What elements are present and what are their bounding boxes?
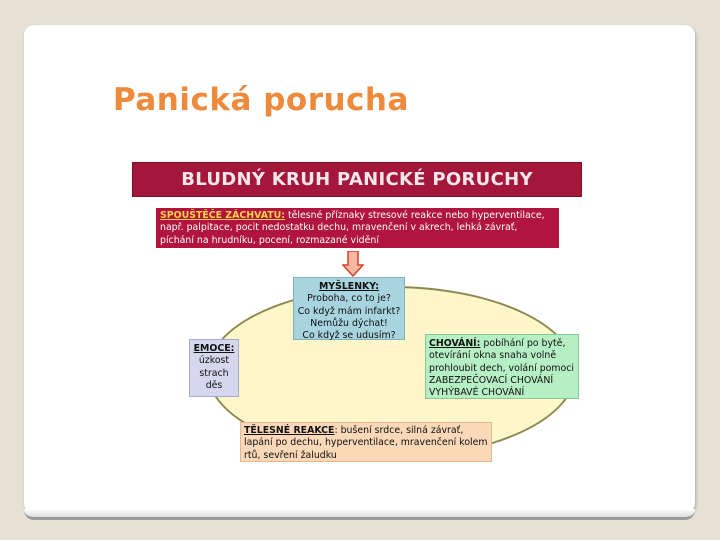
triggers-text-2: např. palpitace, pocit nedostatku dechu, mravenčení v akrech, lehká závrať, xyxy=(160,222,518,234)
emotions-line: strach xyxy=(199,367,229,379)
diagram-banner: BLUDNÝ KRUH PANICKÉ PORUCHY xyxy=(132,162,582,197)
triggers-line-1 xyxy=(160,210,555,222)
thoughts-box xyxy=(293,277,405,340)
behavior-text-5: VYHÝBAVÉ CHOVÁNÍ xyxy=(429,387,525,399)
behavior-box xyxy=(425,334,579,399)
slide-title: Panická porucha xyxy=(113,82,409,118)
down-arrow-icon xyxy=(342,251,364,277)
triggers-text-3: píchání na hrudníku, pocení, rozmazané vidění xyxy=(160,234,379,246)
emotions-line: úzkost xyxy=(198,355,230,367)
behavior-text-1: pobíhání po bytě, xyxy=(480,338,566,349)
emotions-box xyxy=(189,339,239,397)
body-reactions-line-1 xyxy=(244,425,488,437)
body-reactions-text-2: lapání po dechu, hyperventilace, mravenčení kolem xyxy=(244,437,488,449)
thoughts-line: Co když mám infarkt? xyxy=(297,305,401,317)
body-reactions-text-3: rtů, sevření žaludku xyxy=(244,449,337,461)
thoughts-line: Nemůžu dýchat! xyxy=(310,317,388,329)
triggers-box xyxy=(156,208,559,248)
behavior-text-2: otevírání okna snaha volně xyxy=(429,350,557,362)
behavior-heading: CHOVÁNÍ: xyxy=(429,338,481,349)
emotions-heading: EMOCE: xyxy=(193,343,235,354)
triggers-text-1: tělesné příznaky stresové reakce nebo hyperventilace, xyxy=(285,210,545,221)
thoughts-line: Proboha, co to je? xyxy=(307,293,391,305)
body-reactions-text-1: : bušení srdce, silná závrať, xyxy=(334,425,464,436)
behavior-text-4: ZABEZPEČOVACÍ CHOVÁNÍ xyxy=(429,374,554,386)
body-reactions-heading: TĚLESNÉ REAKCE xyxy=(244,425,335,436)
behavior-text-3: prohloubit dech, volání pomoci xyxy=(429,362,575,374)
triggers-heading: SPOUŠTĚČE ZÁCHVATU: xyxy=(160,210,285,221)
body-reactions-box xyxy=(240,422,492,462)
thoughts-heading: MYŠLENKY: xyxy=(318,281,380,292)
slide-bottom-edge xyxy=(24,509,695,520)
vicious-circle-diagram xyxy=(132,162,582,467)
thoughts-line: Co když se udusím? xyxy=(302,330,396,342)
behavior-line-1 xyxy=(429,338,575,350)
emotions-line: děs xyxy=(205,379,223,391)
